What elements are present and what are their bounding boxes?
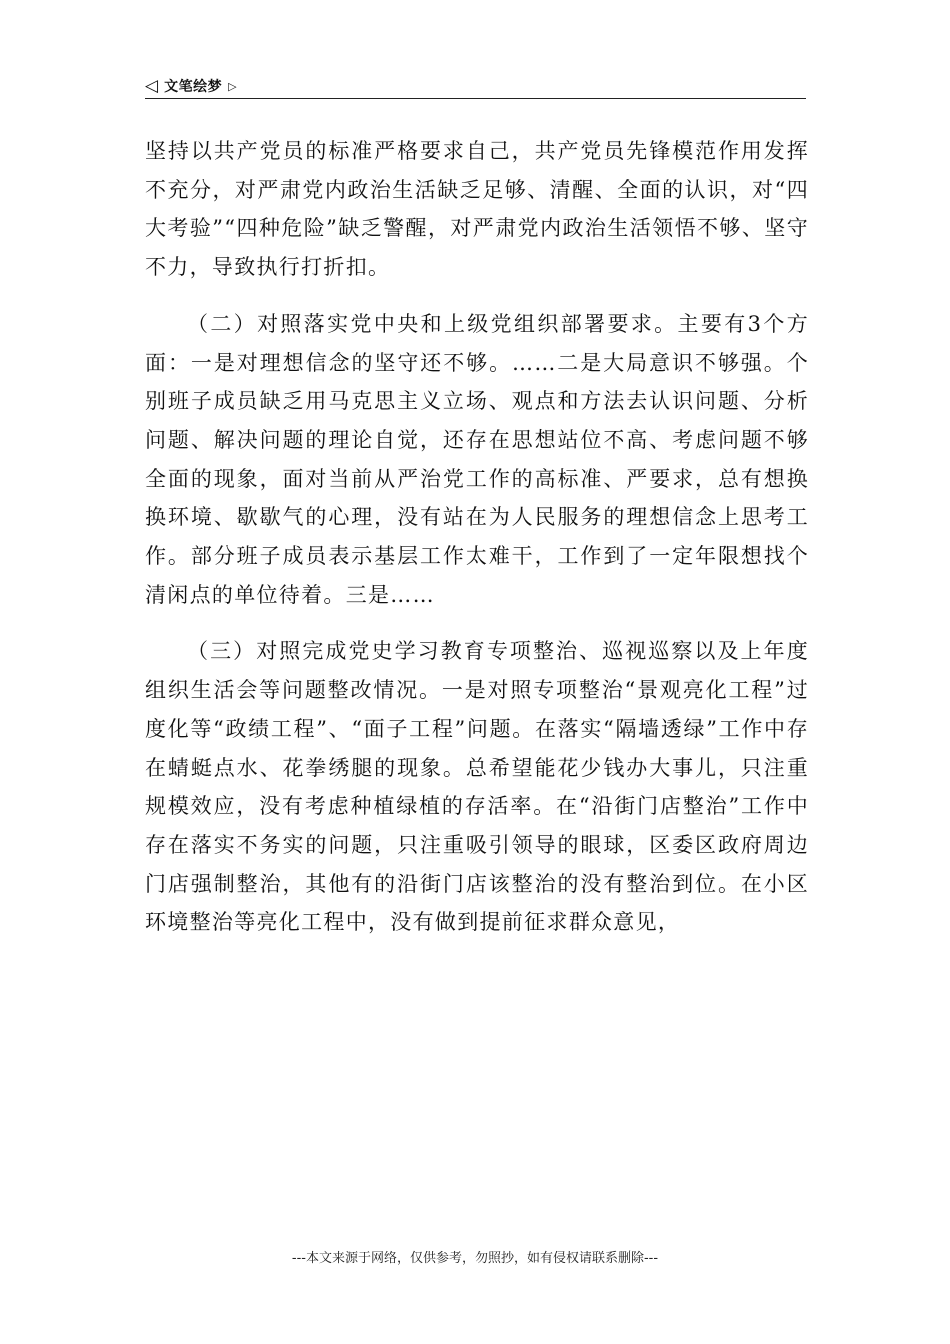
paragraph-3: （三）对照完成党史学习教育专项整治、巡视巡察以及上年度组织生活会等问题整改情况。一是对照专项整治“景观亮化工程”过度化等“政绩工程”、“面子工程”问题。在落实“隔墙透绿”工作中存在蜻蜓点水、花拳绣腿的现象。总希望能花少钱办大事儿，只注重规模效应，没有考虑种植绿植的存活率。在“沿街门店整治”工作中存在落实不务实的问题，只注重吸引领导的眼球，区委区政府周边门店强制整治，其他有的沿街门店该整治的没有整治到位。在小区环境整治等亮化工程中，没有做到提前征求群众意见， xyxy=(145,639,809,935)
footer-disclaimer: ---本文来源于网络，仅供参考，勿照抄，如有侵权请联系删除--- xyxy=(291,1251,659,1266)
paragraph-1: 坚持以共产党员的标准严格要求自己，共产党员先锋模范作用发挥不充分，对严肃党内政治生活缺乏足够、清醒、全面的认识，对“四大考验”“四种危险”缺乏警醒，对严肃党内政治生活领悟不够、坚守不力，导致执行打折扣。 xyxy=(145,139,809,280)
triangle-left-icon: ◁ xyxy=(145,75,159,96)
paragraph-2: （二）对照落实党中央和上级党组织部署要求。主要有3个方面：一是对理想信念的坚守还不够。……二是大局意识不够强。个别班子成员缺乏用马克思主义立场、观点和方法去认识问题、分析问题、解决问题的理论自觉，还存在思想站位不高、考虑问题不够全面的现象，面对当前从严治党工作的高标准、严要求，总有想换换环境、歇歇气的心理，没有站在为人民服务的理想信念上思考工作。部分班子成员表示基层工作太难干，工作到了一定年限想找个清闲点的单位待着。三是…… xyxy=(145,311,809,607)
page-header xyxy=(145,74,806,99)
document-body xyxy=(145,132,809,942)
header-title: 文笔绘梦 xyxy=(164,79,223,95)
triangle-right-icon: ▷ xyxy=(228,79,237,93)
